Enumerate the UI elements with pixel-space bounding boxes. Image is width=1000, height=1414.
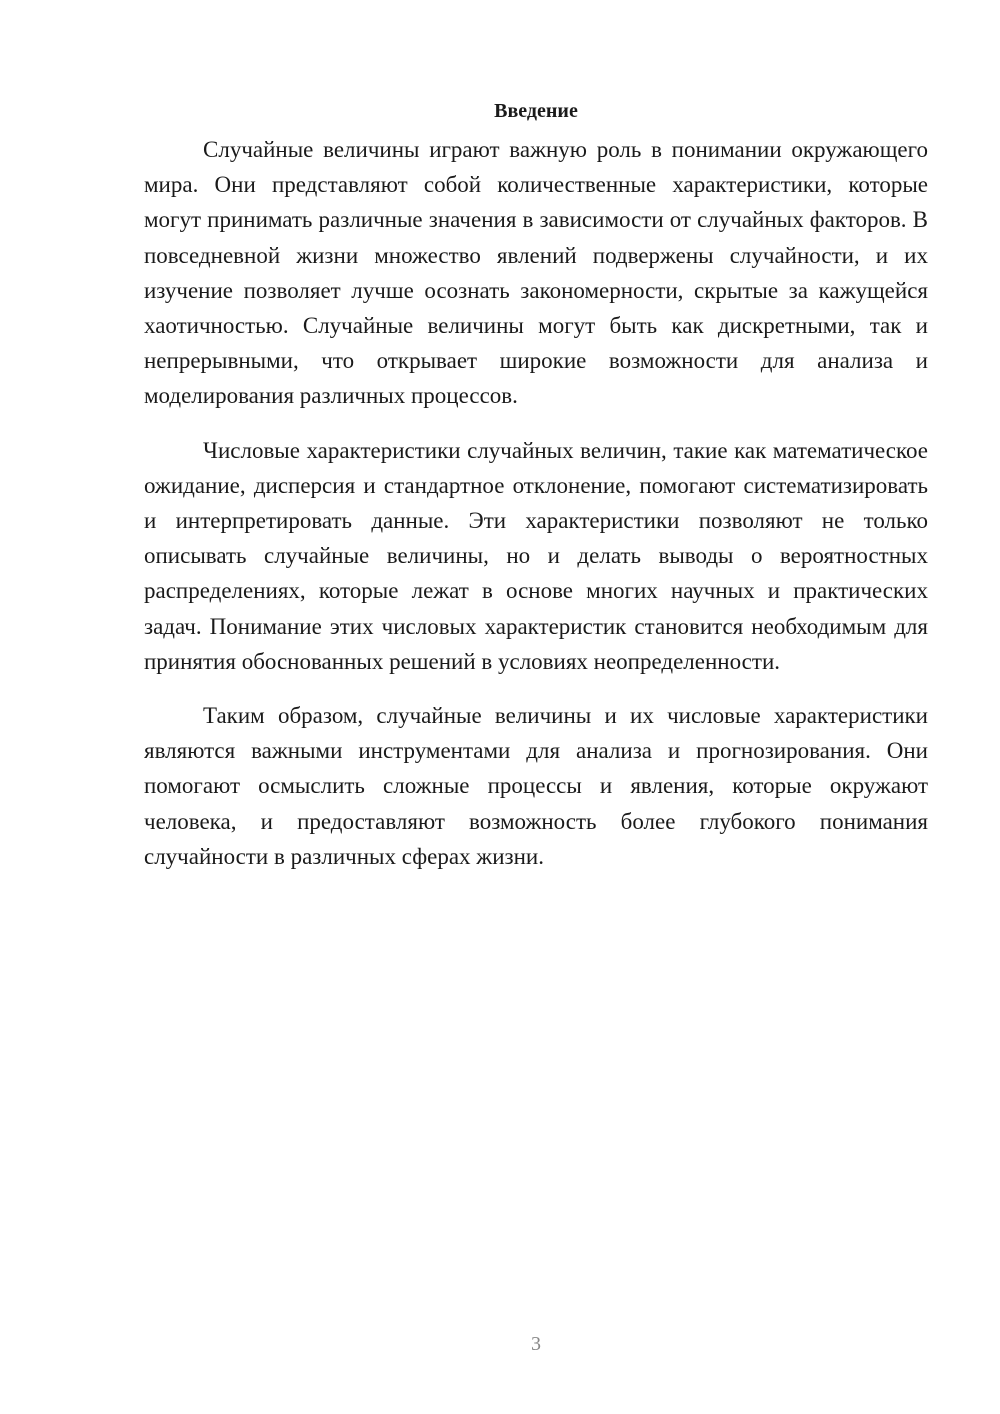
paragraph-3: Таким образом, случайные величины и их числовые характеристики являются важными инструментами для анализа и прогнозирования. Они помогают осмыслить сложные процессы и явления, которые окружают человека, и предоставляют возможность более глубокого понимания случайности в различных сферах жизни.	[144, 703, 928, 869]
page-content	[144, 96, 928, 893]
page-number: 3	[531, 1333, 541, 1355]
section-title: Введение	[494, 100, 578, 122]
paragraph-2: Числовые характеристики случайных величин, такие как математическое ожидание, дисперсия и стандартное отклонение, помогают систематизировать и интерпретировать данные. Эти характеристики позволяют не только описывать случайные величины, но и делать выводы о вероятностных распределениях, которые лежат в основе многих научных и практических задач. Понимание этих числовых характеристик становится необходимым для принятия обоснованных решений в условиях неопределенности.	[144, 437, 928, 674]
paragraph-1: Случайные величины играют важную роль в понимании окружающего мира. Они представляют собой количественные характеристики, которые могут принимать различные значения в зависимости от случайных факторов. В повседневной жизни множество явлений подвержены случайности, и их изучение позволяет лучше осознать закономерности, скрытые за кажущейся хаотичностью. Случайные величины могут быть как дискретными, так и непрерывными, что открывает широкие возможности для анализа и моделирования различных процессов.	[144, 137, 928, 409]
